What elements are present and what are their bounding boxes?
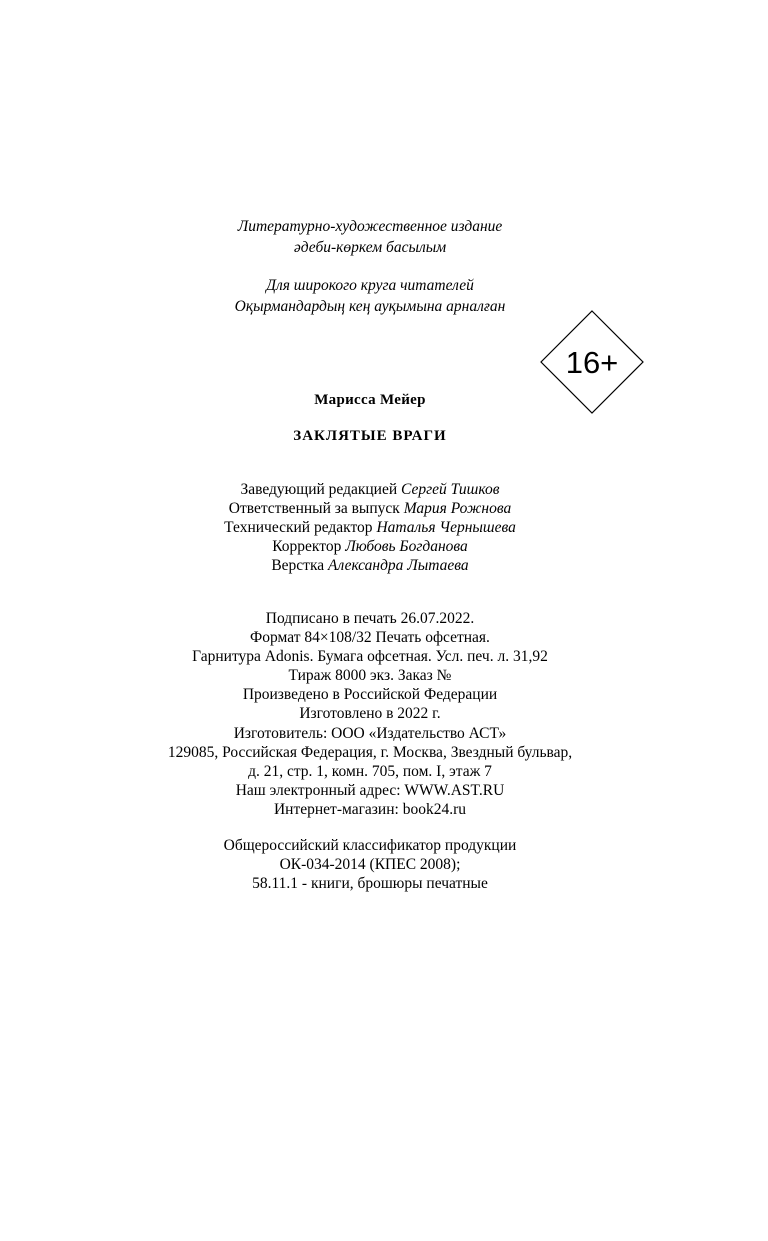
imprint-line: Тираж 8000 экз. Заказ №: [288, 667, 452, 685]
audience-ru: Для широкого круга читателей: [266, 277, 474, 294]
staff-person: Сергей Тишков: [401, 481, 500, 498]
staff-role: Заведующий редакцией: [240, 481, 398, 498]
imprint-line: 129085, Российская Федерация, г. Москва, Звездный бульвар,: [167, 743, 573, 761]
imprint-line: д. 21, стр. 1, комн. 705, пом. I, этаж 7: [248, 762, 492, 780]
staff-line: [0, 480, 740, 499]
imprint-line: Подписано в печать 26.07.2022.: [265, 610, 475, 627]
classifier-line: Общероссийский классификатор продукции: [223, 837, 517, 854]
book-title: ЗАКЛЯТЫЕ ВРАГИ: [293, 428, 447, 444]
staff-role: Технический редактор: [224, 519, 373, 537]
staff-line: [0, 518, 740, 537]
edition-type-kz: әдеби-көркем басылым: [293, 239, 447, 256]
staff-credits: [0, 480, 740, 575]
product-classifier: [0, 836, 740, 893]
imprint-line: Изготовитель: ООО «Издательство АСТ»: [233, 724, 507, 742]
staff-person: Александра Лытаева: [328, 557, 469, 575]
imprint-line: Изготовлено в 2022 г.: [299, 705, 441, 723]
imprint-details: [0, 609, 740, 819]
imprint-line: Гарнитура Adonis. Бумага офсетная. Усл. печ. л. 31,92: [192, 648, 548, 666]
classifier-line: 58.11.1 - книги, брошюры печатные: [252, 875, 488, 893]
classifier-line: ОК-034-2014 (КПЕС 2008);: [279, 856, 461, 874]
staff-line: [0, 556, 740, 575]
imprint-line: Наш электронный адрес: WWW.AST.RU: [235, 781, 505, 799]
staff-person: Наталья Чернышева: [376, 519, 516, 537]
staff-person: Мария Рожнова: [403, 500, 512, 518]
age-rating-text: 16+: [565, 344, 619, 380]
edition-type: [0, 216, 740, 258]
staff-role: Верстка: [271, 557, 325, 575]
author-name: Марисса Мейер: [314, 392, 426, 408]
audience-kz: Оқырмандардың кең ауқымына арналған: [234, 298, 506, 315]
imprint-line: Интернет-магазин: book24.ru: [273, 800, 466, 818]
staff-line: [0, 537, 740, 556]
imprint-line: Произведено в Российской Федерации: [242, 686, 498, 704]
imprint-line: Формат 84×108/32 Печать офсетная.: [250, 629, 490, 647]
staff-line: [0, 499, 740, 518]
staff-person: Любовь Богданова: [345, 538, 468, 556]
staff-role: Корректор: [272, 538, 342, 556]
staff-role: Ответственный за выпуск: [228, 500, 400, 518]
edition-type-ru: Литературно-художественное издание: [237, 218, 503, 235]
